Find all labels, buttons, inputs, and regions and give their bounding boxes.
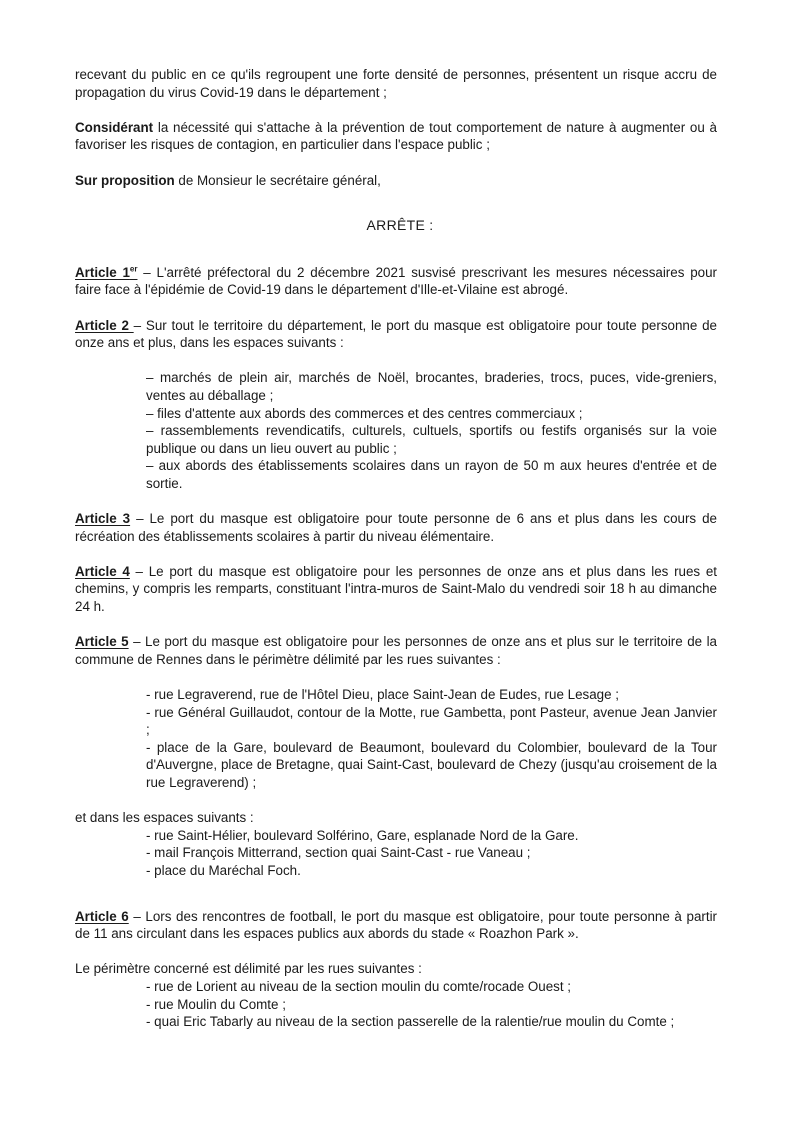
article-5-list bbox=[146, 686, 717, 792]
article-6-list bbox=[146, 978, 717, 1031]
considerant-label: Considérant bbox=[75, 119, 154, 135]
list-item: - rue de Lorient au niveau de la section moulin du comte/rocade Ouest ; bbox=[146, 978, 572, 994]
article-5-label: Article 5 bbox=[75, 634, 129, 650]
article-3: Article 3 – Le port du masque est obligatoire pour toute personne de 6 ans et plus dans les cours de récréation des établissements scolaires à partir du niveau élémentaire. bbox=[75, 511, 717, 544]
list-item: – rassemblements revendicatifs, culturels, cultuels, sportifs ou festifs organisés sur la voie publique ou dans un lieu ouvert au public ; bbox=[146, 423, 717, 456]
list-item: - rue Moulin du Comte ; bbox=[146, 996, 286, 1012]
article-5-spaces-intro: et dans les espaces suivants : bbox=[75, 810, 254, 826]
list-item: - rue Saint-Hélier, boulevard Solférino, Gare, esplanade Nord de la Gare. bbox=[146, 827, 579, 843]
article-4: Article 4 – Le port du masque est obligatoire pour les personnes de onze ans et plus dans les rues et chemins, y compris les remparts, constituant l'intra-muros de Saint-Malo du vendredi soir 18 h au dimanche 24 h. bbox=[75, 563, 717, 615]
list-item: – marchés de plein air, marchés de Noël, brocantes, braderies, trocs, puces, vide-greniers, ventes au déballage ; bbox=[146, 370, 717, 403]
article-4-label: Article 4 bbox=[75, 563, 130, 579]
list-item: - rue Legraverend, rue de l'Hôtel Dieu, place Saint-Jean de Eudes, rue Lesage ; bbox=[146, 687, 620, 702]
list-item: – aux abords des établissements scolaires dans un rayon de 50 m aux heures d'entrée et de sortie. bbox=[146, 458, 717, 491]
list-item: - place de la Gare, boulevard de Beaumont, boulevard du Colombier, boulevard de la Tour d'Auvergne, place de Bretagne, quai Saint-Cast, boulevard de Chezy (jusqu'au croisement de la rue Legraverend) ; bbox=[146, 739, 717, 790]
article-5: Article 5 – Le port du masque est obligatoire pour les personnes de onze ans et plus sur le territoire de la commune de Rennes dans le périmètre délimité par les rues suivantes : bbox=[75, 634, 717, 667]
list-item: - rue Général Guillaudot, contour de la Motte, rue Gambetta, pont Pasteur, avenue Jean Janvier ; bbox=[146, 704, 717, 738]
document-page bbox=[75, 66, 717, 1031]
article-1: Article 1er – L'arrêté préfectoral du 2 décembre 2021 susvisé prescrivant les mesures nécessaires pour faire face à l'épidémie de Covid-19 dans le département d'Ille-et-Vilaine est abrogé. bbox=[75, 264, 718, 298]
article-6-perimeter-intro: Le périmètre concerné est délimité par les rues suivantes : bbox=[75, 961, 422, 977]
article-2: Article 2 – Sur tout le territoire du département, le port du masque est obligatoire pour toute personne de onze ans et plus, dans les espaces suivants : bbox=[75, 317, 717, 351]
arrete-title: ARRÊTE : bbox=[366, 217, 434, 234]
article-1-label: Article 1er bbox=[75, 264, 138, 280]
proposition-paragraph: Sur proposition de Monsieur le secrétaire général, bbox=[75, 172, 381, 188]
article-2-label: Article 2 bbox=[75, 317, 134, 333]
preamble-paragraph: recevant du public en ce qu'ils regroupent une forte densité de personnes, présentent un risque accru de propagation du virus Covid-19 dans le département ; bbox=[75, 67, 717, 100]
article-6-label: Article 6 bbox=[75, 908, 129, 924]
article-2-list bbox=[146, 369, 717, 492]
list-item: - mail François Mitterrand, section quai Saint-Cast - rue Vaneau ; bbox=[146, 845, 531, 861]
article-6: Article 6 – Lors des rencontres de football, le port du masque est obligatoire, pour toute personne à partir de 11 ans circulant dans les espaces publics aux abords du stade « Roazhon Park ». bbox=[75, 908, 717, 942]
article-3-label: Article 3 bbox=[75, 511, 131, 527]
list-item: - quai Eric Tabarly au niveau de la section passerelle de la ralentie/rue moulin du Comte ; bbox=[146, 1014, 675, 1030]
list-item: – files d'attente aux abords des commerces et des centres commerciaux ; bbox=[146, 405, 583, 421]
list-item: - place du Maréchal Foch. bbox=[146, 862, 301, 878]
article-5-spaces-list bbox=[146, 827, 717, 880]
proposition-label: Sur proposition bbox=[75, 172, 175, 188]
considerant-paragraph: Considérant la nécessité qui s'attache à la prévention de tout comportement de nature à augmenter ou à favoriser les risques de contagion, en particulier dans l'espace public ; bbox=[75, 119, 717, 153]
